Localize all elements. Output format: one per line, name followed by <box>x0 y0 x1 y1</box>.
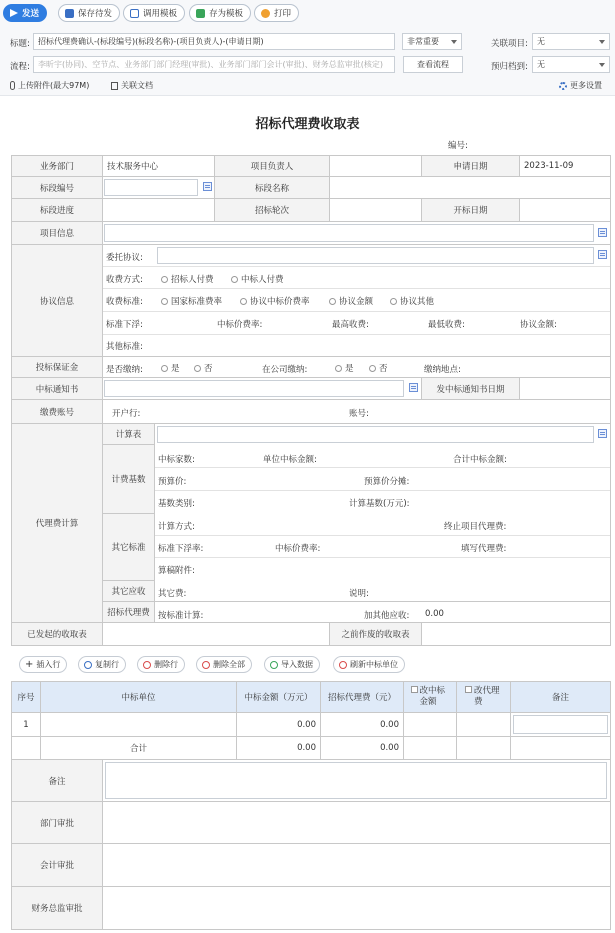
table-row-no: 1 <box>11 712 41 737</box>
divider <box>103 334 610 335</box>
fill-fee-label: 填写代理费: <box>461 544 507 554</box>
issued-value <box>102 622 330 646</box>
entrust-input[interactable] <box>157 247 594 264</box>
account-label: 缴费账号 <box>11 399 103 424</box>
company-paid-no[interactable]: 否 <box>369 362 388 374</box>
priority-select[interactable]: 非常重要 <box>402 33 462 50</box>
picker-icon[interactable] <box>598 250 607 259</box>
more-settings-link[interactable]: 更多设置 <box>559 80 602 91</box>
checkbox-icon <box>465 686 472 693</box>
total-amount: 0.00 <box>236 736 321 760</box>
use-template-button[interactable]: 调用模板 <box>123 4 185 22</box>
form-title: 招标代理费收取表 <box>255 117 360 132</box>
open-date-value <box>519 198 611 222</box>
other-recv-label: 其它应收 <box>102 580 155 602</box>
std-option-other[interactable]: 协议其他 <box>390 295 434 307</box>
dept-approval-value <box>102 801 611 844</box>
bank-label: 开户行: <box>112 409 141 419</box>
bid-rate2-label: 中标价费率: <box>275 544 321 554</box>
max-fee-label: 最高收费: <box>332 320 369 330</box>
total-amount-label: 合计中标金额: <box>453 455 507 465</box>
toolbar <box>0 0 615 26</box>
plus-other-value: 0.00 <box>425 609 444 619</box>
divider <box>155 535 610 536</box>
notice-label: 中标通知书 <box>11 377 103 400</box>
progress-label: 标段进度 <box>11 198 103 222</box>
pm-label: 项目负责人 <box>214 155 330 177</box>
flow-label: 流程: <box>10 62 30 72</box>
plus-other-label: 加其他应收: <box>364 611 410 621</box>
archive-label: 预归档到: <box>491 62 528 72</box>
insert-row-button[interactable]: + 插入行 <box>19 656 67 673</box>
copy-icon <box>84 661 92 669</box>
std-option-amount[interactable]: 协议金额 <box>329 295 373 307</box>
col-no: 序号 <box>11 681 41 713</box>
col-amount: 中标金额（万元） <box>236 681 321 713</box>
bidders-label: 中标家数: <box>158 455 195 465</box>
copy-row-button[interactable]: 复制行 <box>78 656 126 673</box>
table-row-amount[interactable]: 0.00 <box>236 712 321 737</box>
charge-std-label: 收费标准: <box>106 297 143 307</box>
delete-all-button[interactable]: 删除全部 <box>196 656 252 673</box>
remark-label: 备注 <box>11 759 103 802</box>
account-no-label: 账号: <box>349 409 369 419</box>
calc-base-wan-label: 计算基数(万元): <box>349 499 410 509</box>
view-flow-button[interactable]: 查看流程 <box>403 56 463 73</box>
std-option-national[interactable]: 国家标准费率 <box>161 295 222 307</box>
agency-fee-label: 招标代理费 <box>102 601 155 623</box>
paid-no[interactable]: 否 <box>194 362 213 374</box>
col-fee: 招标代理费（元） <box>320 681 404 713</box>
bid-rate-label: 中标价费率: <box>217 320 263 330</box>
budget-share-label: 预算价分摊: <box>364 477 410 487</box>
dept-value: 技术服务中心 <box>102 155 215 177</box>
delete-row-button[interactable]: 删除行 <box>137 656 185 673</box>
project-info-label: 项目信息 <box>11 221 103 245</box>
unit-amount-label: 单位中标金额: <box>263 455 317 465</box>
accounting-approval-label: 会计审批 <box>11 843 103 887</box>
checkbox-icon <box>411 686 418 693</box>
calc-base-label: 计费基数 <box>102 444 155 514</box>
radio-icon <box>329 298 336 305</box>
save-draft-button[interactable]: 保存待发 <box>58 4 120 22</box>
dept-label: 业务部门 <box>11 155 103 177</box>
section-no-label: 标段编号 <box>11 176 103 199</box>
plus-icon: + <box>25 659 34 670</box>
std-down2-label: 标准下浮率: <box>158 544 204 554</box>
refresh-icon <box>339 661 347 669</box>
finance-approval-value <box>102 886 611 930</box>
calc-table-label: 计算表 <box>102 423 155 445</box>
notice-date-label: 发中标通知书日期 <box>421 377 520 400</box>
col-change-amount[interactable]: 改中标金额 <box>403 681 457 713</box>
round-label: 招标轮次 <box>214 198 330 222</box>
budget-label: 预算价: <box>158 477 187 487</box>
table-row-change-amount[interactable] <box>403 712 457 737</box>
table-row-remark-input[interactable] <box>513 715 608 734</box>
section-name-value <box>329 176 611 199</box>
apply-date-value: 2023-11-09 <box>519 155 611 177</box>
table-row-fee[interactable]: 0.00 <box>320 712 404 737</box>
title-label: 标题: <box>10 39 30 49</box>
table-row-change-fee[interactable] <box>456 712 511 737</box>
delete-icon <box>143 661 151 669</box>
save-template-icon <box>196 9 205 18</box>
paid-yes[interactable]: 是 <box>161 362 180 374</box>
picker-icon[interactable] <box>598 228 607 237</box>
chevron-down-icon <box>451 40 457 44</box>
import-icon <box>270 661 278 669</box>
std-option-bid-rate[interactable]: 协议中标价费率 <box>240 295 310 307</box>
total-label: 合计 <box>40 736 237 760</box>
save-template-button[interactable]: 存为模板 <box>189 4 251 22</box>
prev-value <box>421 622 611 646</box>
paid-label: 是否缴纳: <box>106 365 143 375</box>
notice-date-value <box>519 377 611 400</box>
radio-icon <box>161 276 168 283</box>
charge-method-label: 收费方式: <box>106 275 143 285</box>
project-info-input[interactable] <box>104 224 594 242</box>
delete-all-icon <box>202 661 210 669</box>
progress-value <box>102 198 215 222</box>
send-button[interactable]: 发送 <box>3 4 47 22</box>
open-date-label: 开标日期 <box>421 198 520 222</box>
end-fee-label: 终止项目代理费: <box>444 522 507 532</box>
prev-label: 之前作废的收取表 <box>329 622 422 646</box>
total-change-amount <box>403 736 457 760</box>
divider <box>155 490 610 491</box>
col-change-fee[interactable]: 改代理费 <box>456 681 511 713</box>
radio-icon <box>369 365 376 372</box>
notice-input[interactable] <box>104 380 404 397</box>
by-std-label: 按标准计算: <box>158 611 204 621</box>
total-row-no <box>11 736 41 760</box>
related-project-label: 关联项目: <box>491 39 528 49</box>
agency-calc-label: 代理费计算 <box>11 423 103 623</box>
send-icon <box>10 9 18 17</box>
form-number-label: 编号: <box>448 141 468 151</box>
section-no-input[interactable] <box>104 179 198 196</box>
radio-icon <box>231 276 238 283</box>
template-icon <box>130 9 139 18</box>
radio-icon <box>194 365 201 372</box>
related-project-select[interactable]: 无 <box>532 33 610 50</box>
company-paid-yes[interactable]: 是 <box>335 362 354 374</box>
base-type-label: 基数类别: <box>158 499 195 509</box>
picker-icon[interactable] <box>598 429 607 438</box>
gear-icon <box>559 82 567 90</box>
section-name-label: 标段名称 <box>214 176 330 199</box>
calc-attach-label: 算稿附件: <box>158 566 195 576</box>
remark-textarea[interactable] <box>105 762 607 799</box>
deposit-label: 投标保证金 <box>11 356 103 378</box>
title-input[interactable]: 招标代理费确认-(标段编号)(标段名称)-(项目负责人)-(申请日期) <box>33 33 395 50</box>
entrust-label: 委托协议: <box>106 253 143 263</box>
related-doc-link[interactable]: 关联文档 <box>111 80 153 91</box>
finance-approval-label: 财务总监审批 <box>11 886 103 930</box>
min-fee-label: 最低收费: <box>428 320 465 330</box>
accounting-approval-value <box>102 843 611 887</box>
calc-method-label: 计算方式: <box>158 522 195 532</box>
picker-icon[interactable] <box>203 182 212 191</box>
save-icon <box>65 9 74 18</box>
other-std2-label: 其它标准 <box>102 513 155 581</box>
pm-value <box>329 155 422 177</box>
radio-icon <box>161 365 168 372</box>
flow-input[interactable]: 李昕宇(协同)、空节点、业务部门部门经理(审批)、业务部门部门会计(审批)、财务总监审批(核定) <box>33 56 395 73</box>
print-icon <box>261 9 270 18</box>
import-data-button[interactable]: 导入数据 <box>264 656 320 673</box>
other-std-label: 其他标准: <box>106 342 143 352</box>
total-fee: 0.00 <box>320 736 404 760</box>
document-icon <box>111 82 118 90</box>
col-remark: 备注 <box>510 681 611 713</box>
divider <box>155 557 610 558</box>
pay-place-label: 缴纳地点: <box>424 365 461 375</box>
paperclip-icon <box>10 81 15 90</box>
dept-approval-label: 部门审批 <box>11 801 103 844</box>
divider <box>103 311 610 312</box>
col-unit: 中标单位 <box>40 681 237 713</box>
company-paid-label: 在公司缴纳: <box>262 365 308 375</box>
charge-option-payer[interactable]: 招标人付费 <box>161 273 214 285</box>
agreement-label: 协议信息 <box>11 244 103 357</box>
divider <box>103 288 610 289</box>
round-value <box>329 198 422 222</box>
table-row-unit[interactable] <box>40 712 237 737</box>
radio-icon <box>161 298 168 305</box>
issued-label: 已发起的收取表 <box>11 622 103 646</box>
divider <box>155 601 610 602</box>
total-change-fee <box>456 736 511 760</box>
radio-icon <box>240 298 247 305</box>
refresh-units-button[interactable]: 刷新中标单位 <box>333 656 405 673</box>
chevron-down-icon <box>599 63 605 67</box>
archive-select[interactable]: 无 <box>532 56 610 73</box>
divider <box>155 467 610 468</box>
upload-link[interactable]: 上传附件(最大97M) <box>10 80 89 91</box>
calc-table-input[interactable] <box>157 426 594 443</box>
radio-icon <box>390 298 397 305</box>
charge-option-winner[interactable]: 中标人付费 <box>231 273 284 285</box>
apply-date-label: 申请日期 <box>421 155 520 177</box>
picker-icon[interactable] <box>409 383 418 392</box>
agree-amount-label: 协议金额: <box>520 320 557 330</box>
chevron-down-icon <box>599 40 605 44</box>
print-button[interactable]: 打印 <box>254 4 299 22</box>
note-label: 说明: <box>349 589 369 599</box>
header-panel <box>0 26 615 96</box>
divider <box>103 266 610 267</box>
std-down-label: 标准下浮: <box>106 320 143 330</box>
other-fee-label: 其它费: <box>158 589 187 599</box>
radio-icon <box>335 365 342 372</box>
total-remark <box>510 736 611 760</box>
